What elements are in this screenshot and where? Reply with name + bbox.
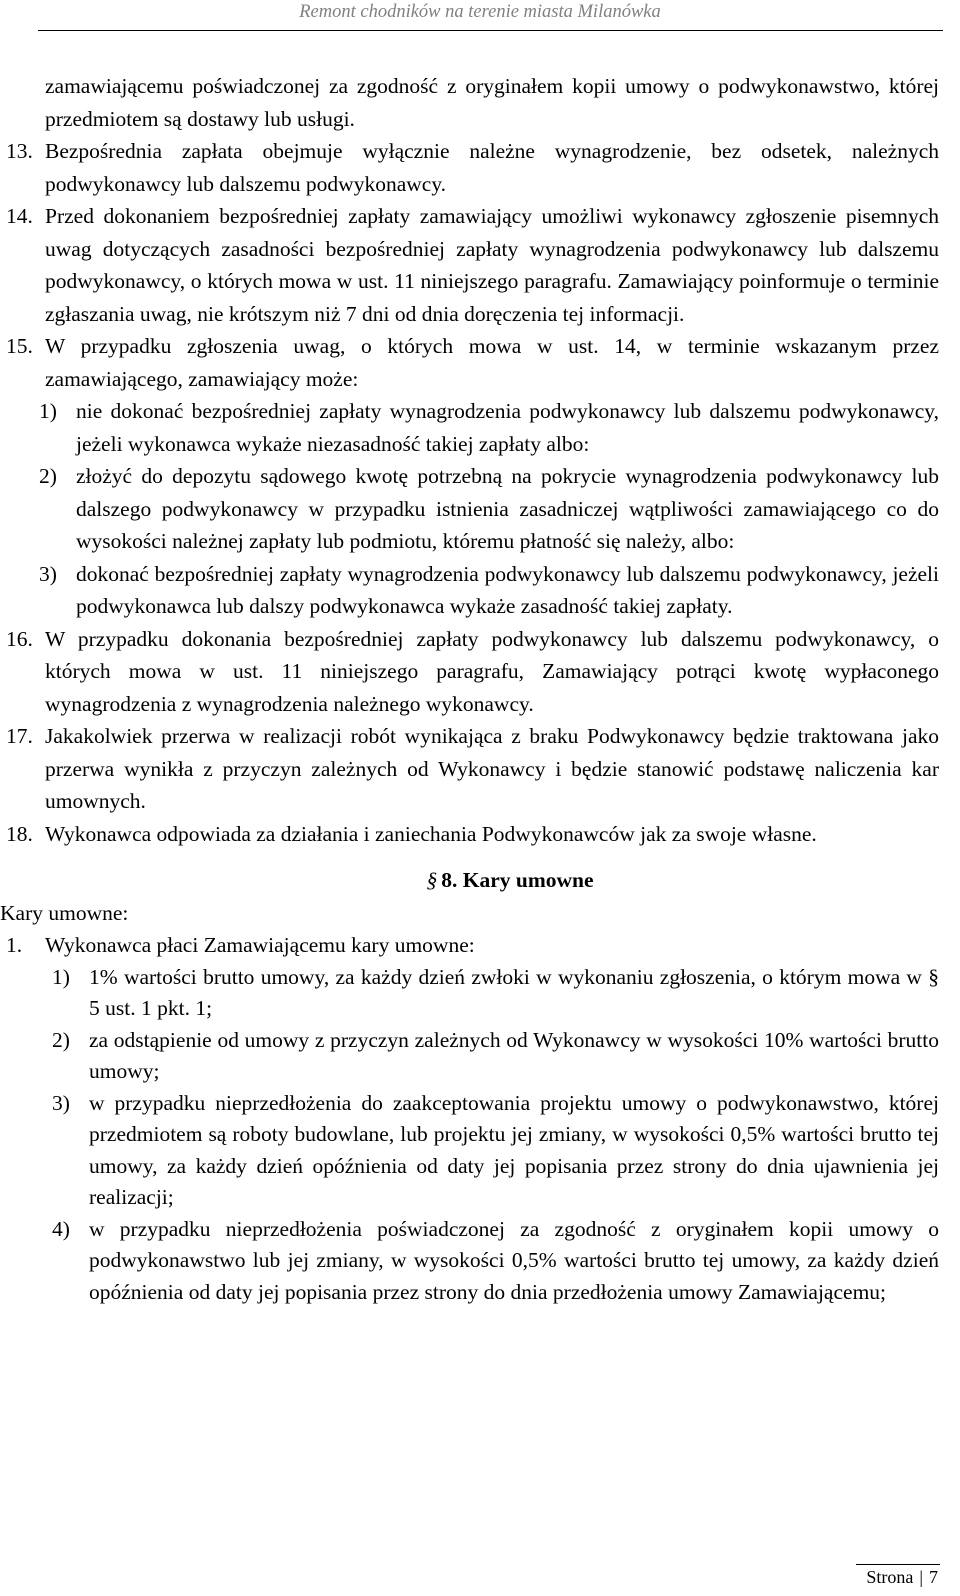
section-title: 8. Kary umowne: [441, 868, 594, 892]
sub-item-text: za odstąpienie od umowy z przyczyn zależnych od Wykonawcy w wysokości 10% wartości brutto umowy;: [89, 1027, 939, 1083]
sub-item-number: 1): [39, 399, 57, 423]
item-text: Wykonawca odpowiada za działania i zaniechania Podwykonawców jak za swoje własne.: [45, 821, 817, 846]
sub-item-number: 3): [52, 1090, 70, 1115]
sub-list-item: [0, 395, 960, 460]
sub-list-item: [0, 1214, 960, 1309]
intro-paragraph: zamawiającemu poświadczonej za zgodność z oryginałem kopii umowy o podwykonawstwo, której przedmiotem są dostawy lub usługi.: [45, 74, 939, 131]
sub-item-text: w przypadku nieprzedłożenia do zaakceptowania projektu umowy o podwykonawstwo, której przedmiotem są roboty budowlane, lub projektu jej zmiany, w wysokości 0,5% wartości brutto tej umowy, za każdy dzień opóźnienia od daty jej popisania przez strony do dnia ujawnienia jej realizacji;: [89, 1090, 939, 1209]
header-divider: [38, 30, 943, 31]
page-footer: [866, 1567, 938, 1588]
item-text: Bezpośrednia zapłata obejmuje wyłącznie należne wynagrodzenie, bez odsetek, należnych podwykonawcy lub dalszemu podwykonawcy.: [45, 139, 939, 196]
page-label: Strona: [866, 1567, 914, 1587]
list-item: [0, 135, 960, 200]
footer-divider: [856, 1564, 940, 1565]
sub-item-text: nie dokonać bezpośredniej zapłaty wynagrodzenia podwykonawcy lub dalszemu podwykonawcy, jeżeli wykonawca wykaże niezasadność takiej zapłaty albo:: [76, 399, 939, 456]
item-number: 18.: [6, 821, 33, 846]
item-number: 17.: [6, 724, 33, 748]
item-number: 15.: [6, 334, 33, 358]
sub-list-item: [0, 1088, 960, 1214]
sub-list-item: [0, 460, 960, 558]
item-number: 1.: [6, 933, 23, 957]
sub-item-number: 3): [39, 561, 57, 586]
sub-item-number: 1): [52, 964, 70, 989]
item-text: Wykonawca płaci Zamawiającemu kary umowne:: [45, 933, 475, 957]
sub-item-text: w przypadku nieprzedłożenia poświadczonej za zgodność z oryginałem kopii umowy o podwykonawstwo lub jej zmiany, w wysokości 0,5% wartości brutto tej umowy, za każdy dzień opóźnienia od daty jej popisania przez strony do dnia przedłożenia umowy Zamawiającemu;: [89, 1216, 939, 1304]
sub-item-number: 2): [52, 1027, 70, 1052]
page-header: Remont chodników na terenie miasta Milanówka: [299, 2, 661, 22]
list-item: [0, 818, 960, 851]
sub-list-item: [0, 1025, 960, 1088]
list-item: [0, 330, 960, 395]
sub-item-number: 2): [39, 464, 57, 488]
sub-list-item: [0, 558, 960, 623]
item-text: W przypadku zgłoszenia uwag, o których mowa w ust. 14, w terminie wskazanym przez zamawiającego, zamawiający może:: [45, 334, 939, 391]
list-item: [0, 200, 960, 330]
page-separator: |: [919, 1567, 923, 1587]
item-number: 14.: [6, 204, 33, 228]
item-text: W przypadku dokonania bezpośredniej zapłaty podwykonawcy lub dalszemu podwykonawcy, o których mowa w ust. 11 niniejszego paragrafu, Zamawiający potrąci kwotę wypłaconego wynagrodzenia z wynagrodzenia należnego wykonawcy.: [45, 626, 939, 716]
item-number: 13.: [6, 139, 33, 163]
item-text: Jakakolwiek przerwa w realizacji robót wynikająca z braku Podwykonawcy będzie traktowana jako przerwa wynikła z przyczyn zależnych od Wykonawcy i będzie stanowić podstawę naliczenia kar umownych.: [45, 724, 939, 813]
sub-item-text: dokonać bezpośredniej zapłaty wynagrodzenia podwykonawcy lub dalszemu podwykonawcy, jeżeli podwykonawca lub dalszy podwykonawca wykaże zasadność takiej zapłaty.: [76, 561, 939, 618]
item-text: Przed dokonaniem bezpośredniej zapłaty zamawiający umożliwi wykonawcy zgłoszenie pisemnych uwag dotyczących zasadności bezpośredniej zapłaty wynagrodzenia podwykonawcy lub dalszemu podwykonawcy, o których mowa w ust. 11 niniejszego paragrafu. Zamawiający poinformuje o terminie zgłaszania uwag, nie krótszym niż 7 dni od dnia doręczenia tej informacji.: [45, 204, 939, 326]
list-item: [0, 623, 960, 721]
item-number: 16.: [6, 626, 33, 651]
page-number: 7: [929, 1567, 938, 1587]
list-item: [0, 720, 960, 818]
sub-list-item: [0, 962, 960, 1025]
section-heading: [0, 864, 960, 897]
section-symbol: §: [426, 868, 438, 892]
kary-label: Kary umowne:: [0, 900, 129, 925]
list-item: [0, 929, 960, 962]
sub-item-number: 4): [52, 1216, 70, 1241]
document-body: [0, 70, 960, 1308]
sub-item-text: 1% wartości brutto umowy, za każdy dzień zwłoki w wykonaniu zgłoszenia, o którym mowa w § 5 ust. 1 pkt. 1;: [89, 964, 939, 1020]
sub-item-text: złożyć do depozytu sądowego kwotę potrzebną na pokrycie wynagrodzenia podwykonawcy lub dalszego podwykonawcy w przypadku istnienia zasadniczej wątpliwości zamawiającego co do wysokości należnej zapłaty lub podmiotu, któremu płatność się należy, albo:: [76, 464, 939, 553]
